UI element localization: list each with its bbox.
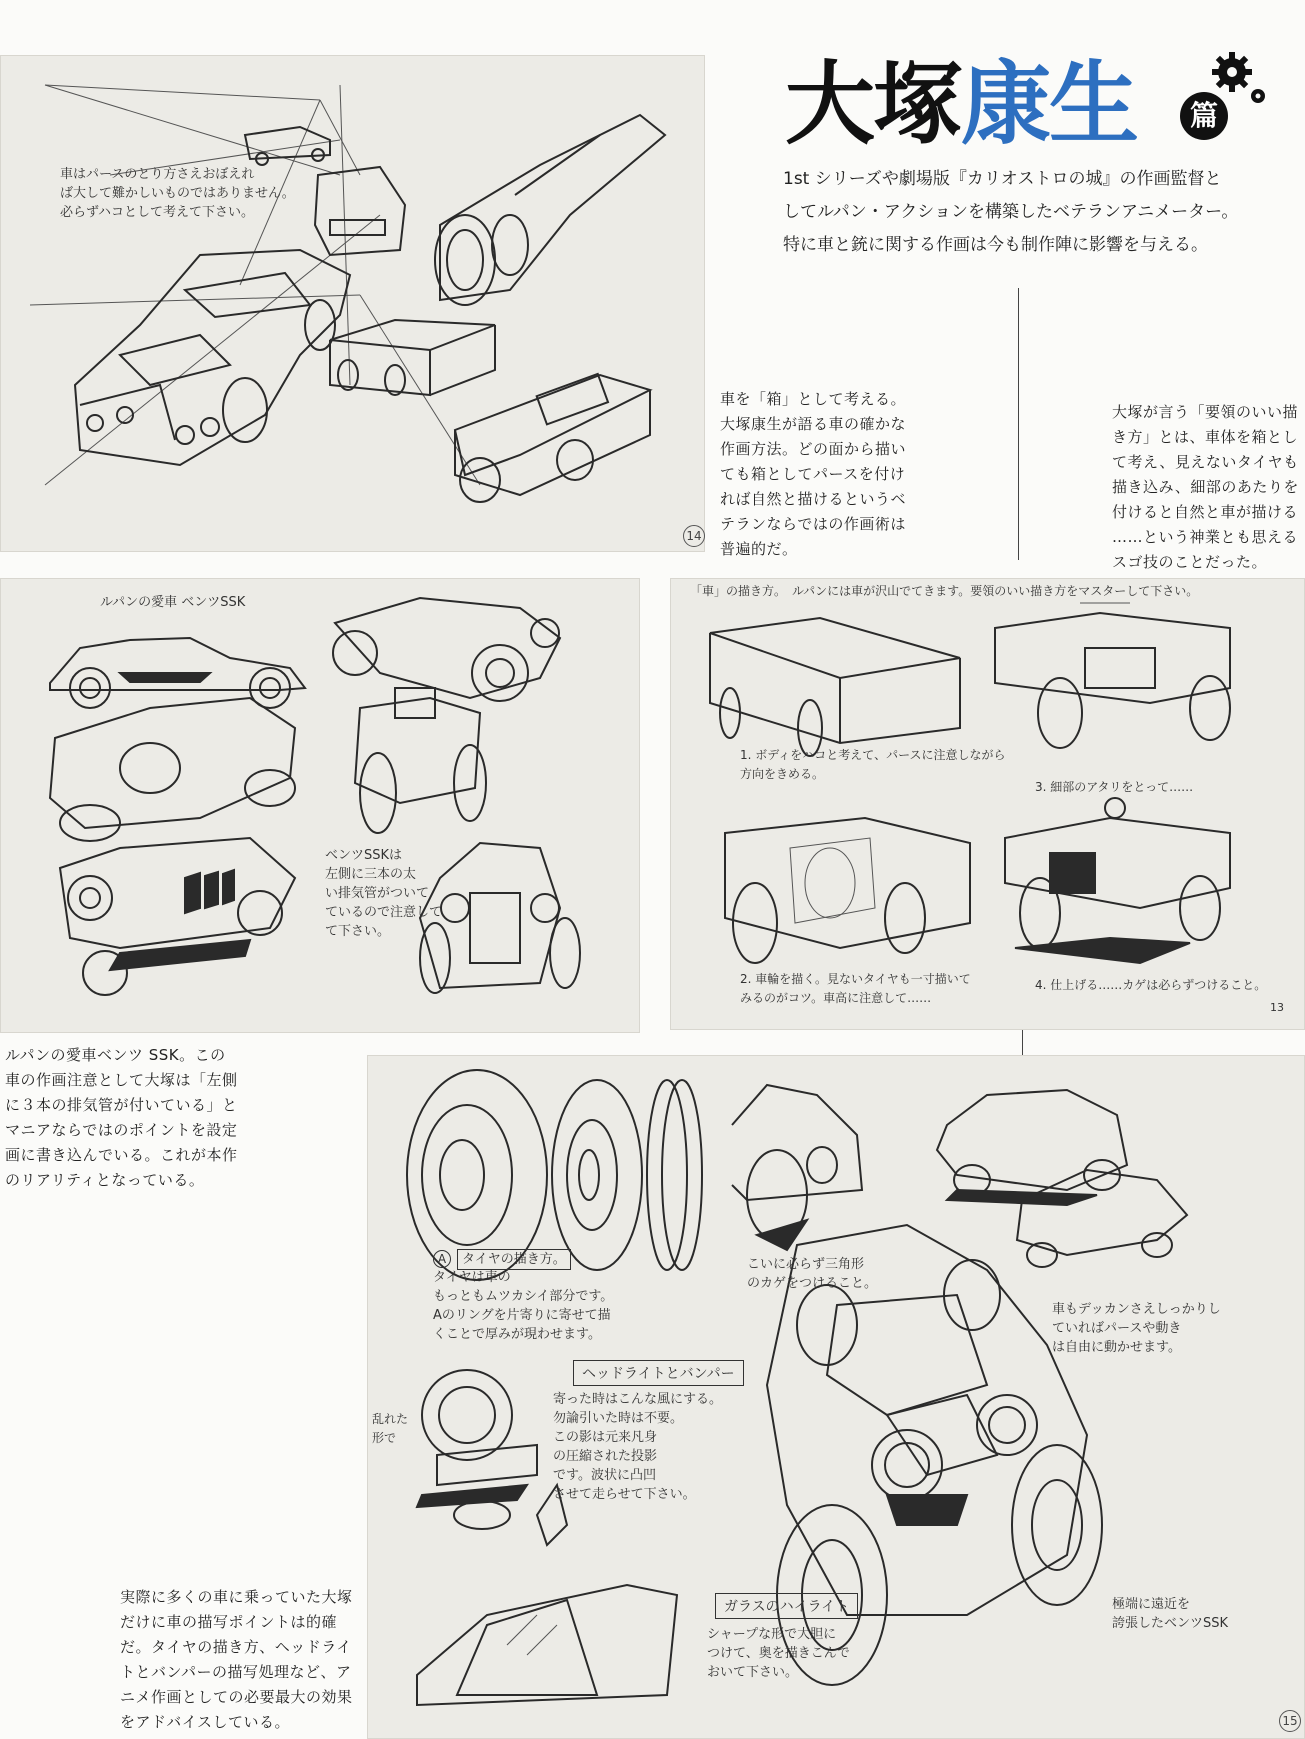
title-name-black: 大塚 — [785, 52, 961, 157]
glass-label: ガラスのハイライト — [715, 1593, 858, 1619]
gear-small-icon — [1248, 86, 1268, 106]
tire-note: タイヤは車の もっともムツカシイ部分です。 Aのリングを片寄りに寄せて描 くことで厚みが現わせます。 — [433, 1270, 614, 1342]
caption-box-method: 車を「箱」として考える。 大塚康生が語る車の確かな 作画方法。どの面から描い ても箱としてパースを付け れば自然と描けるというベ テランならではの作画術は 普遍的だ。 — [720, 390, 907, 558]
headlight-label: ヘッドライトとバンパー — [573, 1360, 744, 1386]
perspective-car-sketch — [0, 55, 705, 552]
divider-line — [1018, 288, 1019, 560]
ssk-sketch-title: ルパンの愛車 ベンツSSK — [100, 595, 246, 610]
land-rover-steps-sketch — [670, 578, 1305, 1030]
page-title — [785, 52, 1137, 157]
sketch-panel-details — [367, 1055, 1305, 1739]
howto-title: 「車」の描き方。 ルパンには車が沢山でてきます。要領のいい描き方をマスターして下さい。 — [690, 584, 1199, 598]
side-note: 乱れた 形で — [372, 1412, 409, 1445]
step-4-note: 4. 仕上げる……カゲは必らずつけること。 — [1035, 978, 1267, 992]
page-number: 14 — [683, 525, 705, 547]
glass-note: シャープな形で大胆に つけて、奥を描きこんで おいて下さい。 — [707, 1627, 850, 1680]
sketch-panel-howto — [670, 578, 1305, 1030]
triangle-shadow-note: こいに必らず三角形 のカゲをつけること。 — [747, 1257, 878, 1291]
step-2-note: 2. 車輪を描く。見ないタイヤも一寸描いて みるのがコツ。車高に注意して…… — [740, 972, 971, 1005]
page-number: 13 — [1270, 1001, 1284, 1014]
sketch-panel-ssk — [0, 578, 640, 1033]
benz-ssk-sketches — [0, 578, 640, 1033]
tire-label: タイヤの描き方。 — [457, 1249, 571, 1270]
title-name-blue: 康生 — [961, 52, 1137, 157]
step-1-note: 1. ボディをハコと考えて、パースに注意しながら 方向をきめる。 — [740, 748, 1006, 781]
caption-ssk: ルパンの愛車ベンツ SSK。この 車の作画注意として大塚は「左側 に３本の排気管が付いている」と マニアならではのポイントを設定 画に書き込んでいる。これが本作 のリアリティとなっている。 — [5, 1046, 238, 1189]
page-number: 15 — [1279, 1710, 1301, 1732]
caption-knack: 大塚が言う「要領のいい描 き方」とは、車体を箱とし て考え、見えないタイヤも 描き込み、細部のあたりを 付けると自然と車が描ける ……という神業とも思える スゴ技のことだった。 — [1112, 403, 1299, 571]
ssk-exhaust-note: ベンツSSKは 左側に三本の太 い排気管がついて ているので注意して て下さい。 — [325, 848, 443, 939]
intro-text: 1st シリーズや劇場版『カリオストロの城』の作画監督と してルパン・アクションを構築したベテランアニメーター。 特に車と銃に関する作画は今も制作陣に影響を与える。 — [783, 169, 1239, 255]
caption-advice: 実際に多くの車に乗っていた大塚 だけに車の描写ポイントは的確 だ。タイヤの描き方、ヘッドライ トとバンパーの描写処理など、ア ニメ作画としての必要最大の効果 をアドバイスしている。 — [120, 1588, 353, 1731]
sketch-note-perspective: 車はパースのとり方さえおぼえれ ば大して難かしいものではありません。 必らずハコとして考えて下さい。 — [60, 167, 295, 220]
tire-marker: A — [433, 1250, 451, 1268]
title-badge: 篇 — [1180, 92, 1228, 140]
sketch-panel-perspective — [0, 55, 705, 552]
headlight-note: 寄った時はこんな風にする。 勿論引いた時は不要。 この影は元来凡身 の圧縮された投影 です。波状に凸凹 させて走らせて下さい。 — [553, 1392, 723, 1502]
perspective-move-note: 車もデッカンさえしっかりし ていればパースや動き は自由に動かせます。 — [1052, 1302, 1221, 1355]
step-3-note: 3. 細部のアタリをとって…… — [1035, 780, 1194, 794]
exaggerated-ssk-note: 極端に遠近を 誇張したベンツSSK — [1112, 1597, 1229, 1631]
